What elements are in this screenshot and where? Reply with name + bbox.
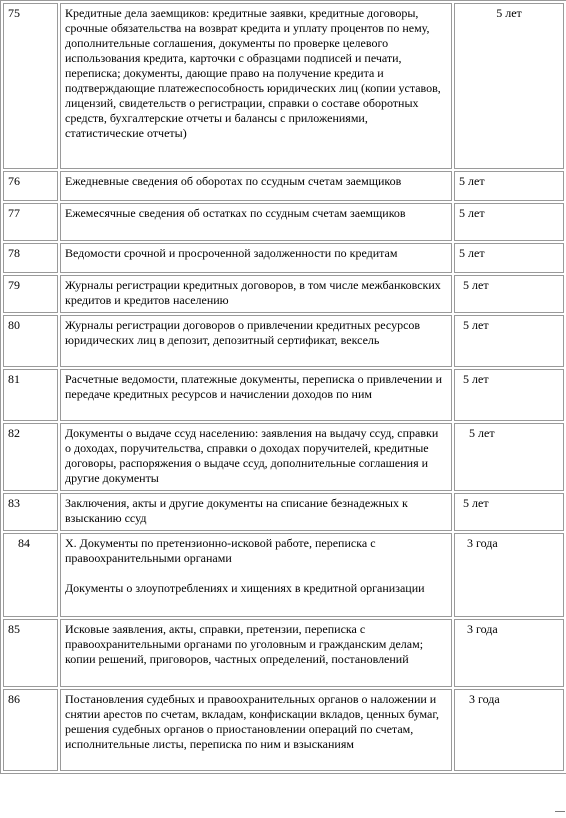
row-retention-term: 5 лет — [454, 315, 564, 367]
table-row — [3, 275, 564, 313]
row-number: 84 — [3, 533, 58, 617]
row-description: Ежедневные сведения об оборотах по ссудным счетам заемщиков — [60, 171, 452, 201]
divider — [555, 811, 565, 812]
row-number: 86 — [3, 689, 58, 771]
row-retention-term: 5 лет — [454, 493, 564, 531]
row-number: 79 — [3, 275, 58, 313]
row-description: Постановления судебных и правоохранительных органов о наложении и снятии арестов по счетам, вкладам, конфискации вкладов, ценных бумаг, решения судебных органов о приостановлении операций по счетам, исполнительные листы, переписка по ним и взысканиям — [60, 689, 452, 771]
row-number: 85 — [3, 619, 58, 687]
table-row — [3, 3, 564, 169]
row-retention-term: 5 лет — [454, 171, 564, 201]
row-number: 81 — [3, 369, 58, 421]
table-row — [3, 203, 564, 241]
row-retention-term: 5 лет — [454, 369, 564, 421]
row-number: 82 — [3, 423, 58, 491]
row-description — [60, 533, 452, 617]
row-description-part: Документы о злоупотреблениях и хищениях в кредитной организации — [65, 581, 425, 595]
row-description: Кредитные дела заемщиков: кредитные заявки, кредитные договоры, срочные обязательства на возврат кредита и уплату процентов по нему, дополнительные соглашения, документы по проверке целевого использования кредита, карточки с образцами подписей и печати, переписка; документы, дающие право на получение кредита и подтверждающие платежеспособность юридических лиц (копии уставов, лицензий, свидетельств о регистрации, справки о составе оборотных средств, бухгалтерские отчеты и балансы с приложениями, статистические отчеты) — [60, 3, 452, 169]
row-number: 77 — [3, 203, 58, 241]
row-number: 75 — [3, 3, 58, 169]
row-number: 83 — [3, 493, 58, 531]
table-row — [3, 689, 564, 771]
table-row — [3, 243, 564, 273]
row-description: Заключения, акты и другие документы на списание безнадежных к взысканию ссуд — [60, 493, 452, 531]
row-number: 76 — [3, 171, 58, 201]
row-description-part: X. Документы по претензионно-исковой работе, переписка с правоохранительными органами — [65, 536, 376, 565]
table-row — [3, 171, 564, 201]
row-retention-term: 3 года — [454, 689, 564, 771]
row-number: 78 — [3, 243, 58, 273]
row-retention-term: 5 лет — [454, 203, 564, 241]
row-description: Документы о выдаче ссуд населению: заявления на выдачу ссуд, справки о доходах, поручительства, справки о доходах поручителей, кредитные договоры, распоряжения о выдаче ссуд, дополнительные соглашения и другие документы — [60, 423, 452, 491]
row-retention-term: 5 лет — [454, 275, 564, 313]
row-description: Расчетные ведомости, платежные документы, переписка о привлечении и передаче кредитных ресурсов и начислении доходов по ним — [60, 369, 452, 421]
table-row — [3, 619, 564, 687]
row-description: Исковые заявления, акты, справки, претензии, переписка с правоохранительными органами по уголовным и гражданским делам; копии решений, приговоров, частных определений, постановлений — [60, 619, 452, 687]
row-retention-term: 3 года — [454, 619, 564, 687]
table-row — [3, 533, 564, 617]
row-number: 80 — [3, 315, 58, 367]
table-row — [3, 493, 564, 531]
table-row — [3, 315, 564, 367]
row-retention-term: 5 лет — [454, 243, 564, 273]
row-description: Журналы регистрации договоров о привлечении кредитных ресурсов юридических лиц в депозит, депозитный сертификат, вексель — [60, 315, 452, 367]
row-retention-term: 5 лет — [454, 3, 564, 169]
row-retention-term: 3 года — [454, 533, 564, 617]
row-description: Журналы регистрации кредитных договоров, в том числе межбанковских кредитов и кредитов населению — [60, 275, 452, 313]
row-description: Ведомости срочной и просроченной задолженности по кредитам — [60, 243, 452, 273]
table-row — [3, 423, 564, 491]
table-row — [3, 369, 564, 421]
row-description: Ежемесячные сведения об остатках по ссудным счетам заемщиков — [60, 203, 452, 241]
row-retention-term: 5 лет — [454, 423, 564, 491]
